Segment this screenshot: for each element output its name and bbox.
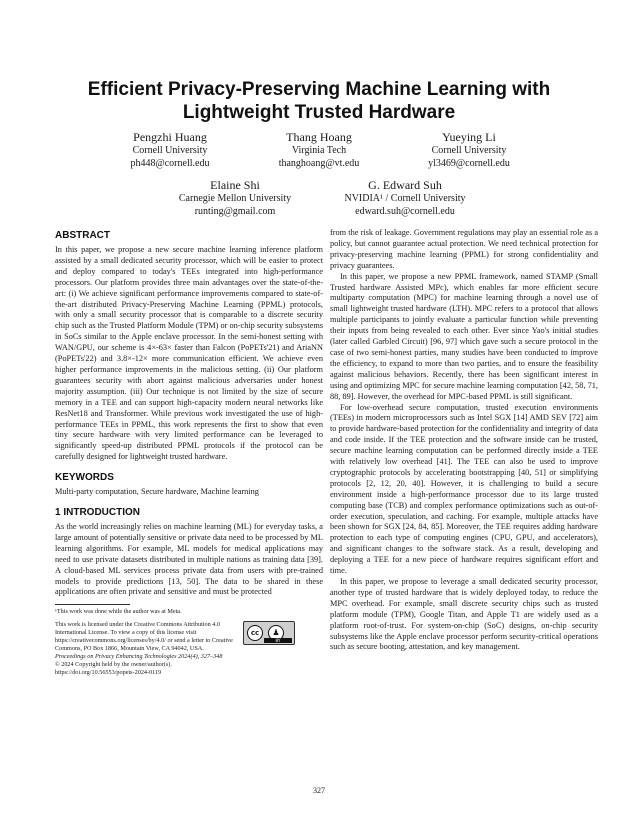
license-text: This work is licensed under the Creative Commons Attribution 4.0 International License. To view a copy of this license visit https://creativecommons.org/licenses/by/4.0/ or send a letter to Creative Commons, PO Box 1866, Mountain View, CA 94042, USA. [55,621,233,653]
cc-by-badge-icon [243,621,295,645]
doi-link[interactable]: https://doi.org/10.56553/popets-2024-0119 [55,669,162,677]
abstract-text: In this paper, we propose a new secure machine learning inference platform assisted by a small dedicated security processor, which will be easier to protect and deploy compared to today's TEEs integrated into high-performance processors. Our platform provides three main advantages over the state-of-the-art: (i) We achieve significant performance improvements compared to state-of-the-art distributed Privacy-Preserving Machine Learning (PPML) protocols, with only a small security processor that is comparable to a discrete security chip such as the Trusted Platform Module (TPM) or on-chip security subsystems in SoCs similar to the Apple enclave processor. In the semi-honest setting with WAN/GPU, our scheme is 4×-63× faster than Falcon (PoPETs'21) and AriaNN (PoPETs'22) and 3.8×-12× more communication efficient. We achieve even higher performance improvements in the malicious setting. (ii) Our platform guarantees security with abort against malicious adversaries under honest majority assumption. (iii) Our technique is not limited by the size of secure memory in a TEE and can support high-capacity modern neural networks like ResNet18 and Transformer. While previous work investigated the use of high-performance TEEs in PPML, this work represents the first to show that even tiny secure hardware with very limited performance can be leveraged to significantly speed-up distributed PPML protocols if the protocol can be carefully designed for lightweight trusted hardware. [55,245,324,462]
author-email: edward.suh@cornell.edu [355,205,455,217]
author-block [325,178,485,218]
person-icon: ♟ [268,625,284,641]
license-block [55,621,323,677]
author-block [244,130,394,170]
abstract-heading: ABSTRACT [55,230,110,241]
intro-paragraph: In this paper, we propose a new PPML framework, named STAMP (Small Trusted hardware Assisted MPc), which enables far more efficient secure multiparty computation (MPC) for machine learning through a novel use of small lightweight trusted hardware (LTH). MPC refers to a protocol that allows multiple participants to jointly evaluate a particular function while preventing their inputs from being revealed to each other. Ever since Yao's initial studies (later called Garbled Circuit) [96, 97] which gave such a secure protocol in the case of two semi-honest parties, many studies have been conducted to improve the efficiency, to expand to more than two parties, and to ensure the feasibility against malicious behaviors. Recently, there has been significant interest in using and optimizing MPC for secure machine learning computation [42, 58, 71, 88, 89]. However, the overhead for MPC-based PPML is still significant. [330,271,598,401]
by-label: BY [264,638,292,643]
cc-icon: cc [247,625,263,641]
footnote-rule [55,604,130,605]
author-block [160,178,310,218]
intro-paragraph: As the world increasingly relies on machine learning (ML) for everyday tasks, a large amount of potentially sensitive or private data need to be processed by ML learning algorithms. For example, ML models for medical applications may need to use private datasets distributed in multiple nations as training data [39]. A cloud-based ML services process private data from users with pre-trained models to provide predictions [13, 50]. The data to be shared in these applications are often private and sensitive and must be protected [55,522,323,597]
author-email: yl3469@cornell.edu [428,157,510,169]
proceedings-line: Proceedings on Privacy Enhancing Technologies 2024(4), 327–348 [55,653,223,661]
keywords-heading: KEYWORDS [55,472,114,484]
author-email: runting@gmail.com [194,205,276,217]
author-name: G. Edward Suh [368,178,442,192]
author-affiliation: Cornell University [132,145,208,156]
intro-paragraph: In this paper, we propose to leverage a small dedicated security processor, another type of trusted hardware that is widely deployed today, to reduce the MPC overhead. For example, small discrete security chips such as trusted platform module (TPM), Google Titan, and Apple T1 are widely used as a platform root-of-trust. For system-on-chip (SoC) designs, on-chip security subsystems like the Apple enclave processor perform security-critical operations such as secure booting, attestation, and key management. [330,577,598,652]
author-name: Thang Hoang [286,130,352,144]
author-affiliation: NVIDIA¹ / Cornell University [344,193,466,204]
author-block [394,130,544,170]
author-affiliation: Cornell University [431,145,507,156]
right-column [330,228,598,653]
left-column [55,228,323,677]
author-name: Elaine Shi [210,178,260,192]
footnote: ¹This work was done while the author was at Meta. [55,608,182,616]
author-email: ph448@cornell.edu [130,157,210,169]
intro-paragraph: from the risk of leakage. Government regulations may play an essential role as a policy, but cannot guarantee actual protection. We need technical protection for privacy-preserving machine learning (PPML) for strong confidentiality and privacy guarantees. [330,228,598,270]
paper-title: Efficient Privacy-Preserving Machine Learning with Lightweight Trusted Hardware [87,79,551,123]
author-name: Yueying Li [442,130,496,144]
keywords-text: Multi-party computation, Secure hardware, Machine learning [55,487,259,497]
page-number: 327 [313,786,325,795]
copyright-line: © 2024 Copyright held by the owner/author(s). [55,661,172,669]
author-block [95,130,245,170]
author-email: thanghoang@vt.edu [278,157,360,169]
author-affiliation: Carnegie Mellon University [178,193,292,204]
section-heading-introduction: 1 INTRODUCTION [55,507,140,519]
intro-paragraph: For low-overhead secure computation, trusted execution environments (TEEs) in modern microprocessors such as Intel SGX [14] AMD SEV [72] aim to provide hardware-based protection for the confidentiality and integrity of data and code inside. If the TEE protection and the software inside can be trusted, secure machine learning computation can be performed directly inside a TEE with relatively low overhead [41]. The TEE can also be used to improve cryptographic protocols by accelerating bootstrapping [40, 51] or simplifying protocols [2, 12, 20, 40]. However, it is challenging to build a secure environment inside a high-performance processor due to its large trusted computing base (TCB) and complex performance optimizations such as out-of-order execution, speculation, and caching. For example, multiple attacks have been shown for SGX [24, 84, 85]. Moreover, the TEE requires adding hardware protection to each type of computing engines (CPU, GPU, and accelerators), and significant changes to the software stack. As a result, developing and deploying a TEE for a new piece of hardware requires significant effort and time. [330,402,598,576]
author-affiliation: Virginia Tech [291,145,347,156]
author-name: Pengzhi Huang [133,130,207,144]
